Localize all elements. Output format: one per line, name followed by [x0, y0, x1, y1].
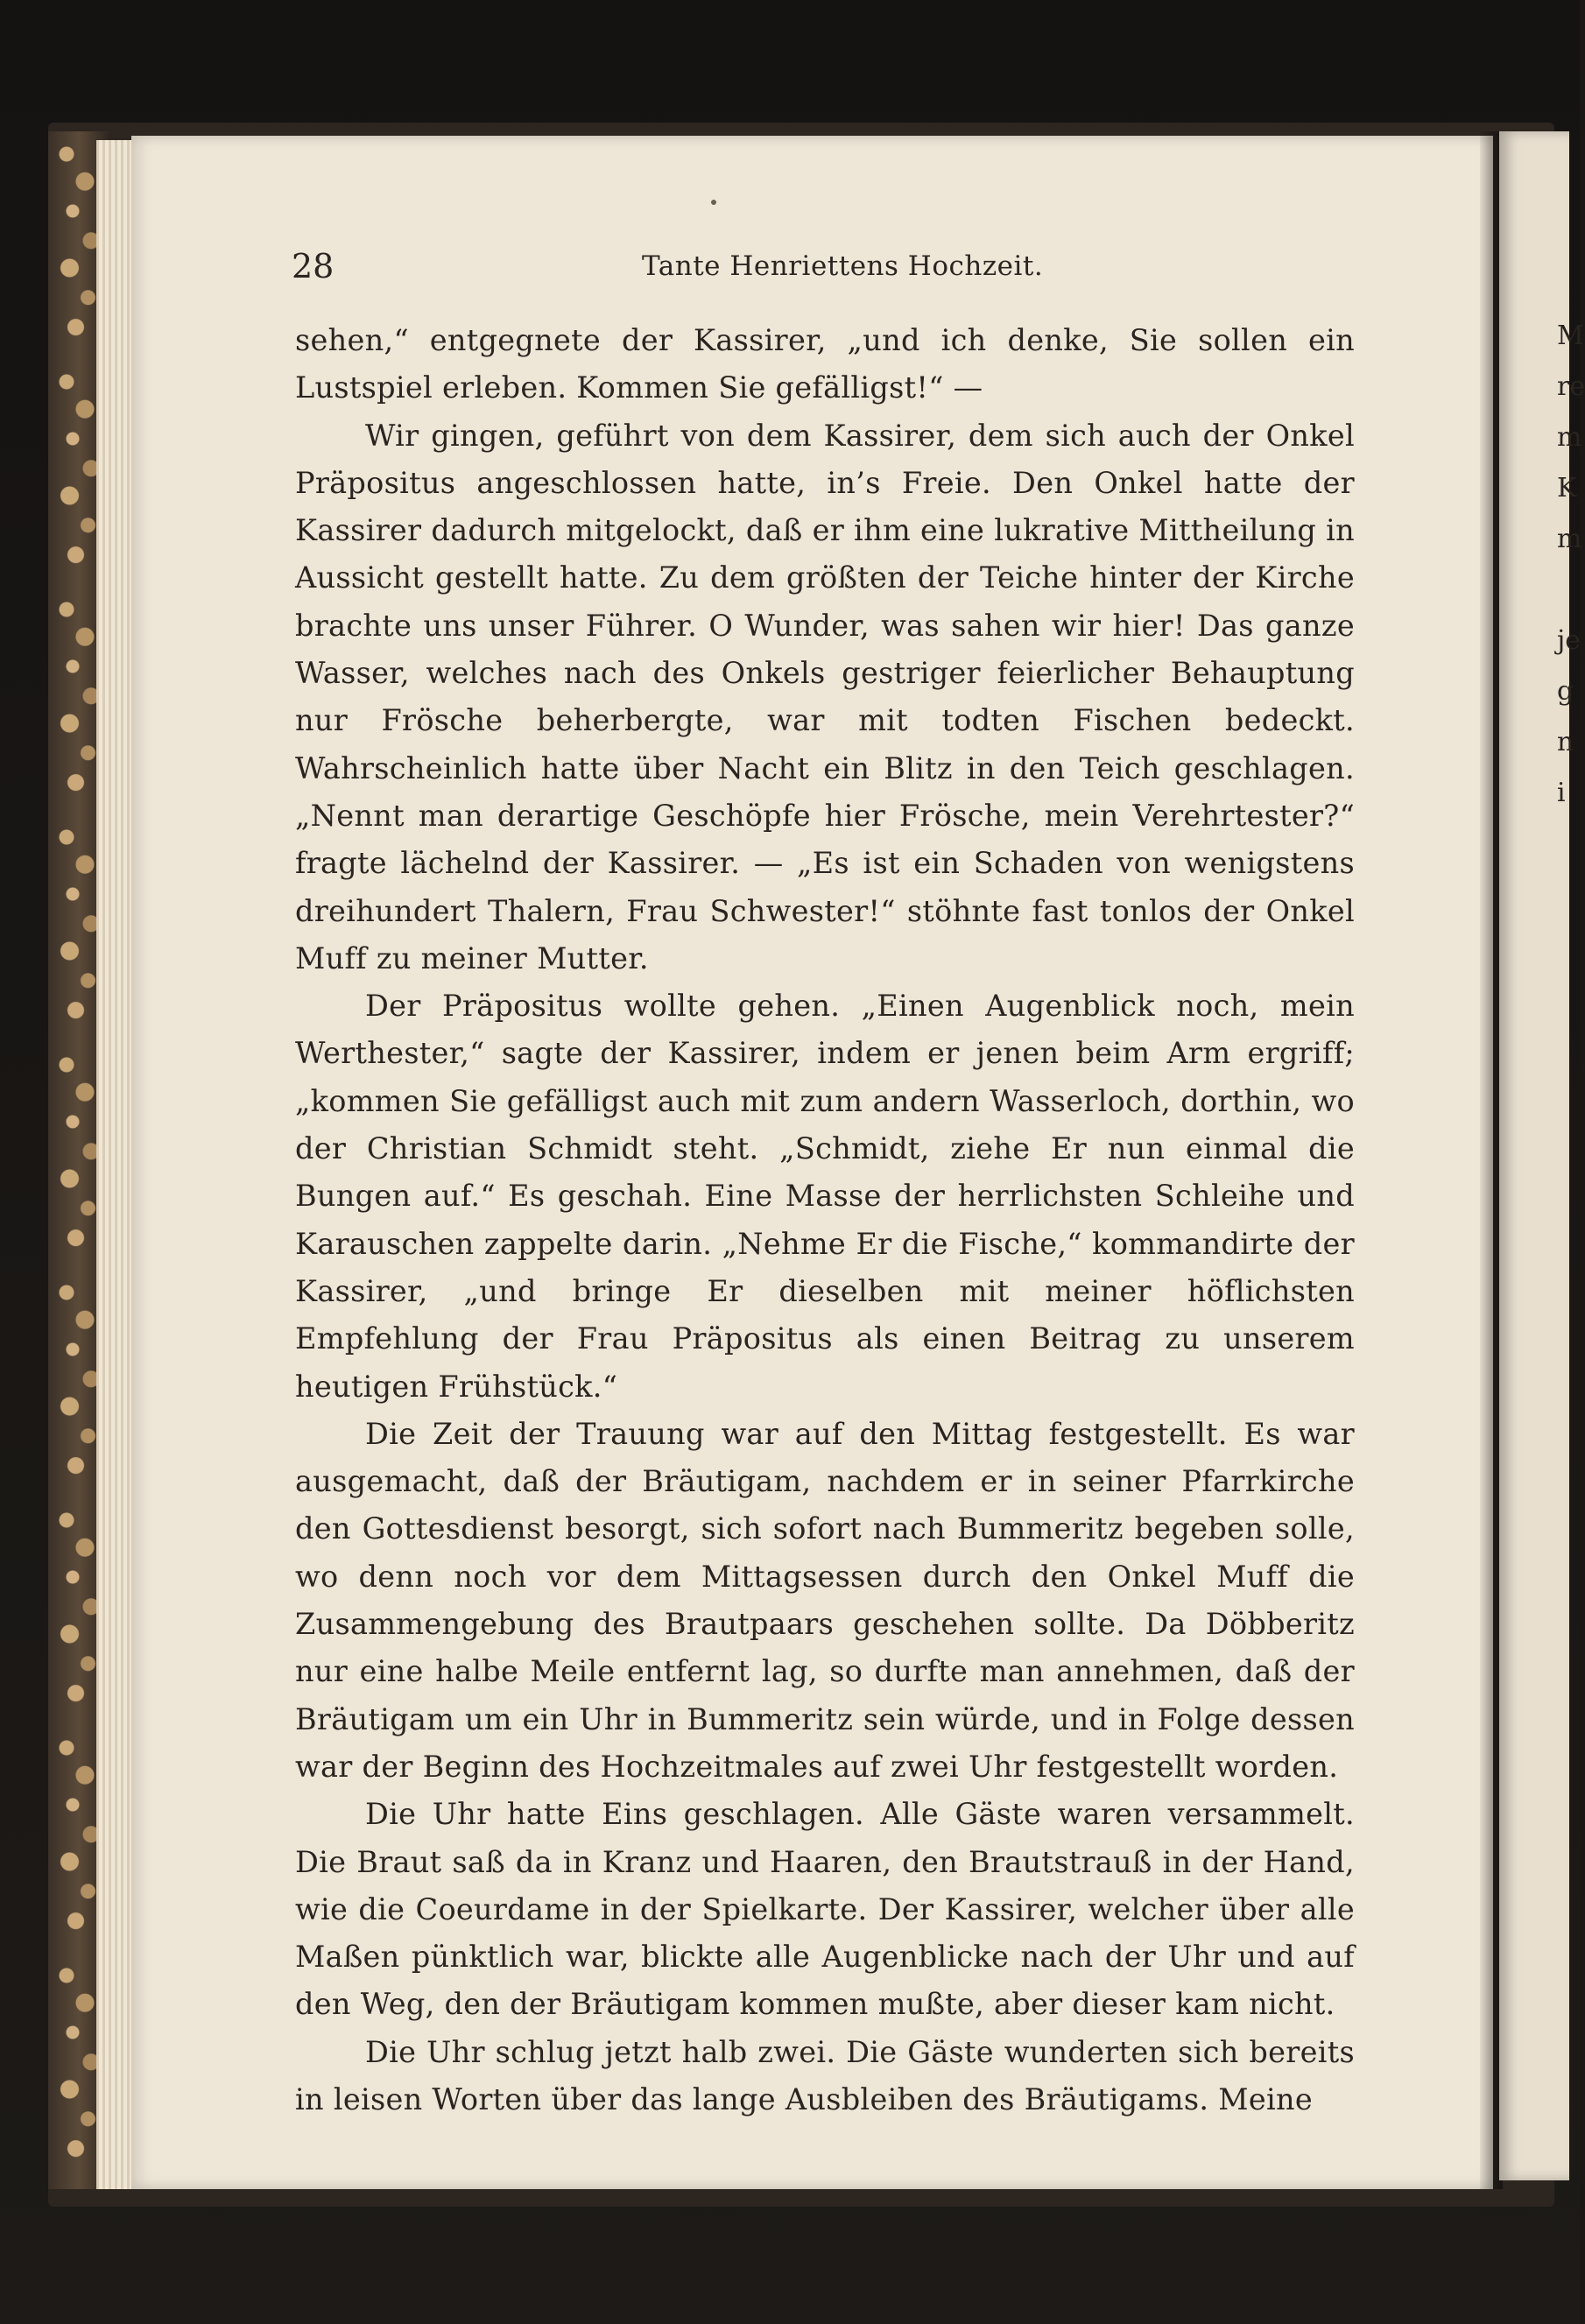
paragraph-2: Wir gingen, geführt von dem Kassirer, dem sich auch der Onkel Präpositus angeschlossen hatte, in’s Freie. Den Onkel hatte der Kassirer dadurch mitgelockt, daß er ihm eine lukrative Mittheilung in Aussicht gestellt hatte. Zu dem größten der Teiche hinter der Kirche brachte uns unser Führer. O Wunder, was sahen wir hier! Das ganze Wasser, welches nach des Onkels gestriger feierlicher Behauptung nur Frösche beherbergte, war mit todten Fischen bedeckt. Wahrscheinlich hatte über Nacht ein Blitz in den Teich geschlagen. „Nennt man derartige Geschöpfe hier Frösche, mein Verehrtester?“ fragte lächelnd der Kassirer. — „Es ist ein Schaden von wenigstens dreihundert Thalern, Frau Schwester!“ stöhnte fast tonlos der Onkel Muff zu meiner Mutter.: [295, 418, 1355, 975]
paragraph-6: Die Uhr schlug jetzt halb zwei. Die Gäste wunderten sich bereits in leisen Worten über das lange Ausbleiben des Bräutigams. Meine: [295, 2034, 1355, 2116]
facing-fragment: je: [1557, 625, 1581, 656]
facing-fragment: M: [1557, 320, 1584, 351]
paragraph-4: Die Zeit der Trauung war auf den Mittag festgestellt. Es war ausgemacht, daß der Bräutigam, nachdem er in seiner Pfarrkirche den Gottesdienst besorgt, sich sofort nach Bummeritz begeben solle, wo denn noch vor dem Mittagsessen durch den Onkel Muff die Zusammengebung des Brautpaars geschehen sollte. Da Döbberitz nur eine halbe Meile entfernt lag, so durfte man annehmen, daß der Bräutigam um ein Uhr in Bummeritz sein würde, und in Folge dessen war der Beginn des Hochzeitmales auf zwei Uhr festgestellt worden.: [295, 1416, 1355, 1784]
facing-fragment: m: [1557, 524, 1582, 554]
page-speck: [711, 200, 716, 205]
facing-fragment: g: [1557, 676, 1574, 707]
facing-gap: [1557, 565, 1583, 616]
facing-fragment: K: [1557, 473, 1577, 504]
facing-fragment: n: [1557, 727, 1574, 757]
page-header: [292, 247, 1364, 291]
paragraph-5: Die Uhr hatte Eins geschlagen. Alle Gäste waren versammelt. Die Braut saß da in Kranz und Haaren, den Brautstrauß in der Hand, wie die Coeurdame in der Spielkarte. Der Kassirer, welcher über alle Maßen pünktlich war, blickte alle Augenblicke nach der Uhr und auf den Weg, den der Bräutigam kommen mußte, aber dieser kam nicht.: [295, 1797, 1355, 2022]
body-text: [295, 317, 1355, 2123]
facing-fragment: i: [1557, 778, 1566, 808]
paragraph-3: Der Präpositus wollte gehen. „Einen Augenblick noch, mein Werthester,“ sagte der Kassirer, indem er jenen beim Arm ergriff; „kommen Sie gefälligst auch mit zum andern Wasserloch, dorthin, wo der Christian Schmidt steht. „Schmidt, ziehe Er nun einmal die Bungen auf.“ Es geschah. Eine Masse der herrlichsten Schleihe und Karauschen zappelte darin. „Nehme Er die Fische,“ kommandirte der Kassirer, „und bringe Er dieselben mit meiner höflichsten Empfehlung der Frau Präpositus als einen Beitrag zu unserem heutigen Frühstück.“: [295, 989, 1355, 1404]
facing-fragment: re: [1557, 371, 1585, 402]
facing-page-text: [1557, 311, 1583, 819]
running-head: Tante Henriettens Hochzeit.: [642, 250, 1044, 282]
paragraph-1: sehen,“ entgegnete der Kassirer, „und ich denke, Sie sollen ein Lustspiel erleben. Kommen Sie gefälligst!“ —: [295, 323, 1355, 405]
page-number: 28: [292, 247, 335, 285]
facing-fragment: m: [1557, 422, 1582, 453]
